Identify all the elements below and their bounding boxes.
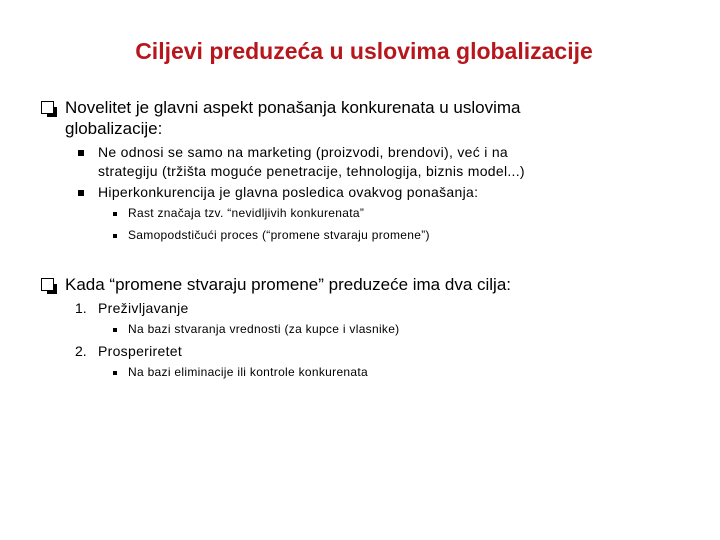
- bullet-1-line2: strategiju (tržišta moguće penetracije, tehnologija, biznis model...): [98, 163, 525, 179]
- checkbox-bullet-icon: [41, 278, 54, 291]
- slide-title: Ciljevi preduzeća u uslovima globalizacije: [135, 38, 593, 64]
- square-bullet-icon: [78, 190, 84, 196]
- checkbox-bullet-icon: [41, 101, 54, 114]
- item-2-label: Prosperiretet: [98, 343, 183, 359]
- item-1-label: Preživljavanje: [98, 300, 189, 316]
- item-2-number: 2.: [75, 343, 87, 359]
- section1-bullet-2: Hiperkonkurencija je glavna posledica ovakvog ponašanja:: [98, 184, 479, 200]
- section1-subbullet-1: Rast značaja tzv. “nevidljivih konkurenata”: [128, 206, 365, 220]
- section2-heading: Kada “promene stvaraju promene” preduzeće ima dva cilja:: [65, 275, 512, 294]
- bullet-1-line1: Ne odnosi se samo na marketing (proizvodi, brendovi), već i na: [98, 144, 509, 160]
- small-square-bullet-icon: [113, 234, 117, 238]
- section1-heading-line1: Novelitet je glavni aspekt ponašanja konkurenata u uslovima: [65, 98, 521, 117]
- section1-subbullet-2: Samopodstičući proces (“promene stvaraju promene”): [128, 228, 430, 242]
- small-square-bullet-icon: [113, 371, 117, 375]
- item-1-subbullet: Na bazi stvaranja vrednosti (za kupce i vlasnike): [128, 322, 400, 336]
- small-square-bullet-icon: [113, 328, 117, 332]
- section1-heading-line2: globalizacije:: [65, 119, 163, 138]
- square-bullet-icon: [78, 150, 84, 156]
- section1-heading: [65, 97, 521, 139]
- small-square-bullet-icon: [113, 212, 117, 216]
- item-1-number: 1.: [75, 300, 87, 316]
- item-2-subbullet: Na bazi eliminacije ili kontrole konkurenata: [128, 365, 368, 379]
- section1-bullet-1: [98, 143, 525, 181]
